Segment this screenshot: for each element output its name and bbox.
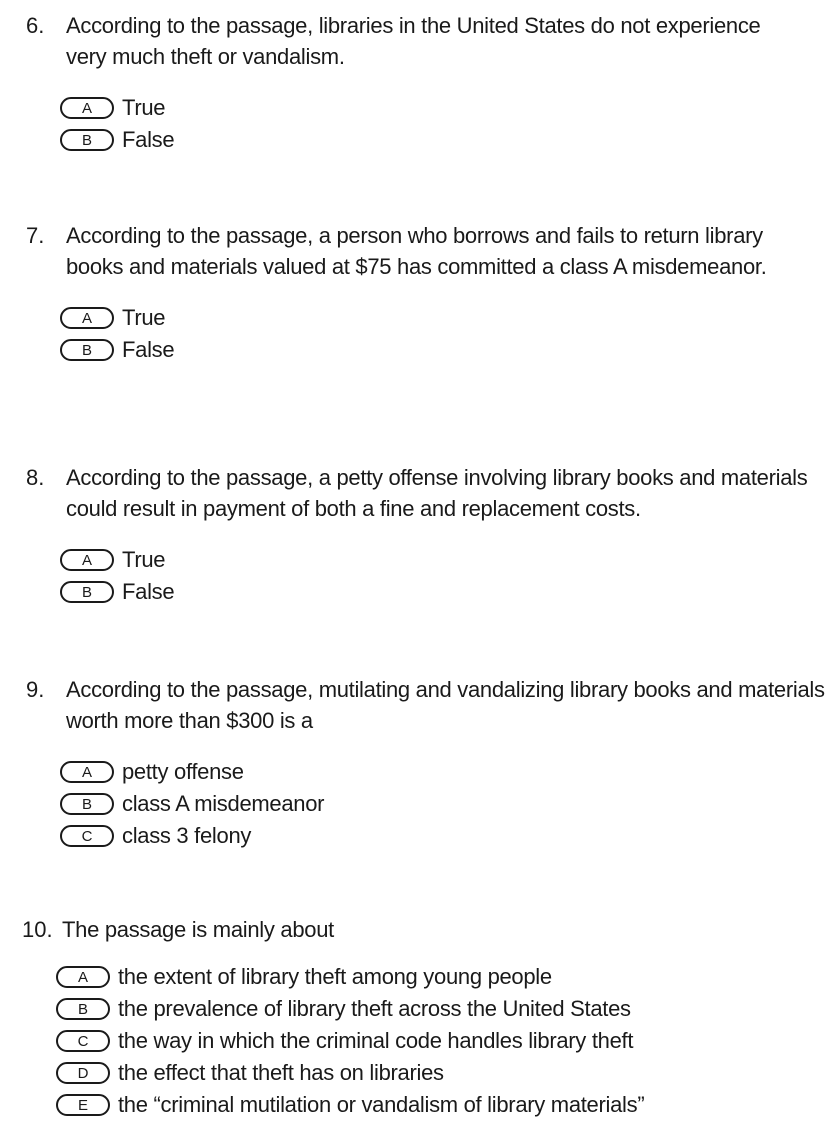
option-d[interactable] xyxy=(56,1057,836,1089)
option-text: the “criminal mutilation or vandalism of library materials” xyxy=(118,1092,645,1117)
option-a[interactable] xyxy=(60,756,836,788)
question-number: 6. xyxy=(26,13,45,38)
option-e[interactable] xyxy=(56,1089,836,1121)
answer-bubble-b[interactable]: B xyxy=(60,339,114,361)
answer-bubble-b[interactable]: B xyxy=(60,129,114,151)
option-text: class A misdemeanor xyxy=(122,791,325,816)
option-b[interactable] xyxy=(56,993,836,1025)
option-text: True xyxy=(122,547,166,572)
option-a[interactable] xyxy=(60,544,836,576)
question-number: 9. xyxy=(26,677,45,702)
option-b[interactable] xyxy=(60,334,836,366)
question-8 xyxy=(26,462,836,608)
answer-bubble-e[interactable]: E xyxy=(56,1094,110,1116)
question-stem: According to the passage, mutilating and vandalizing library books and materials worth more than $300 is a xyxy=(66,677,825,733)
question-number: 7. xyxy=(26,223,45,248)
answer-bubble-a[interactable]: A xyxy=(60,307,114,329)
answer-bubble-b[interactable]: B xyxy=(60,793,114,815)
question-stem: According to the passage, libraries in the United States do not experience very much theft or vandalism. xyxy=(66,13,761,69)
question-stem: The passage is mainly about xyxy=(62,917,334,942)
option-a[interactable] xyxy=(60,92,836,124)
option-b[interactable] xyxy=(60,124,836,156)
option-text: False xyxy=(122,579,175,604)
option-a[interactable] xyxy=(60,302,836,334)
option-text: the effect that theft has on libraries xyxy=(118,1060,444,1085)
answer-bubble-a[interactable]: A xyxy=(60,761,114,783)
option-c[interactable] xyxy=(60,820,836,852)
option-b[interactable] xyxy=(60,788,836,820)
answer-bubble-a[interactable]: A xyxy=(60,97,114,119)
option-text: True xyxy=(122,305,166,330)
option-text: the extent of library theft among young people xyxy=(118,964,552,989)
answer-bubble-a[interactable]: A xyxy=(60,549,114,571)
option-text: True xyxy=(122,95,166,120)
answer-bubble-b[interactable]: B xyxy=(60,581,114,603)
option-text: the way in which the criminal code handles library theft xyxy=(118,1028,634,1053)
question-stem: According to the passage, a petty offense involving library books and materials could result in payment of both a fine and replacement costs. xyxy=(66,465,808,521)
question-6 xyxy=(26,10,836,156)
answer-bubble-c[interactable]: C xyxy=(56,1030,110,1052)
question-stem: According to the passage, a person who borrows and fails to return library books and materials valued at $75 has committed a class A misdemeanor. xyxy=(66,223,767,279)
answer-bubble-b[interactable]: B xyxy=(56,998,110,1020)
option-a[interactable] xyxy=(56,961,836,993)
question-9 xyxy=(26,674,836,852)
answer-bubble-a[interactable]: A xyxy=(56,966,110,988)
question-number: 8. xyxy=(26,465,45,490)
option-text: False xyxy=(122,127,175,152)
option-text: False xyxy=(122,337,175,362)
option-text: the prevalence of library theft across the United States xyxy=(118,996,631,1021)
question-number: 10. xyxy=(22,917,53,942)
option-text: petty offense xyxy=(122,759,244,784)
option-c[interactable] xyxy=(56,1025,836,1057)
option-text: class 3 felony xyxy=(122,823,252,848)
option-b[interactable] xyxy=(60,576,836,608)
question-10 xyxy=(22,914,836,1121)
question-7 xyxy=(26,220,836,366)
answer-bubble-d[interactable]: D xyxy=(56,1062,110,1084)
answer-bubble-c[interactable]: C xyxy=(60,825,114,847)
